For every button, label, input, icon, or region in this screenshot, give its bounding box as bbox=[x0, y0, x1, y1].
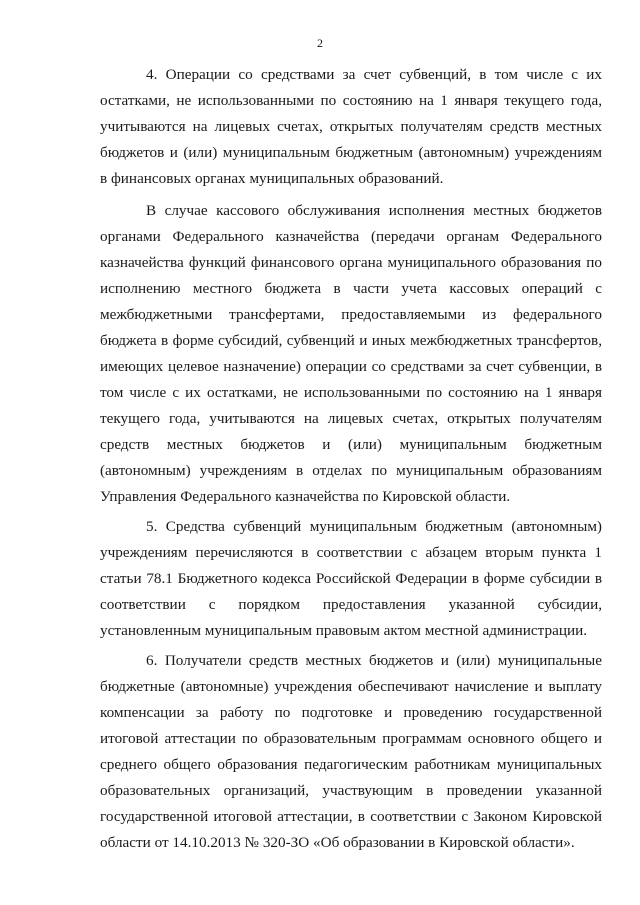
document-body bbox=[100, 62, 602, 856]
paragraph-item-5: 5. Средства субвенций муниципальным бюджетным (автономным) учреждениям перечисляются в соответствии с абзацем вторым пункта 1 статьи 78.1 Бюджетного кодекса Российской Федерации в форме субсидии в соответствии с порядком предоставления указанной субсидии, установленным муниципальным правовым актом местной администрации. bbox=[100, 518, 602, 639]
paragraph-item-6: 6. Получатели средств местных бюджетов и (или) муниципальные бюджетные (автономные) учреждения обеспечивают начисление и выплату компенсации за работу по подготовке и проведению государственной итоговой аттестации по образовательным программам основного общего и среднего общего образования педагогическим работникам муниципальных образовательных организаций, участвующим в проведении указанной государственной итоговой аттестации, в соответствии с Законом Кировской области от 14.10.2013 № 320-ЗО «Об образовании в Кировской области». bbox=[100, 652, 602, 851]
paragraph-item-4: 4. Операции со средствами за счет субвенций, в том числе с их остатками, не использованными по состоянию на 1 января текущего года, учитываются на лицевых счетах, открытых получателям средств местных бюджетов и (или) муниципальным бюджетным (автономным) учреждениям в финансовых органах муниципальных образований. bbox=[100, 66, 602, 187]
paragraph-treasury-servicing: В случае кассового обслуживания исполнения местных бюджетов органами Федерального казначейства (передачи органам Федерального казначейства функций финансового органа муниципального образования по исполнению местного бюджета в части учета кассовых операций с межбюджетными трансфертами, предоставляемыми из федерального бюджета в форме субсидий, субвенций и иных межбюджетных трансфертов, имеющих целевое назначение) операции со средствами за счет субвенции, в том числе с их остатками, не использованными по состоянию на 1 января текущего года, учитываются на лицевых счетах, открытых получателям средств местных бюджетов и (или) муниципальным бюджетным (автономным) учреждениям в отделах по муниципальным образованиям Управления Федерального казначейства по Кировской области. bbox=[100, 202, 602, 505]
page-number: 2 bbox=[317, 36, 323, 50]
